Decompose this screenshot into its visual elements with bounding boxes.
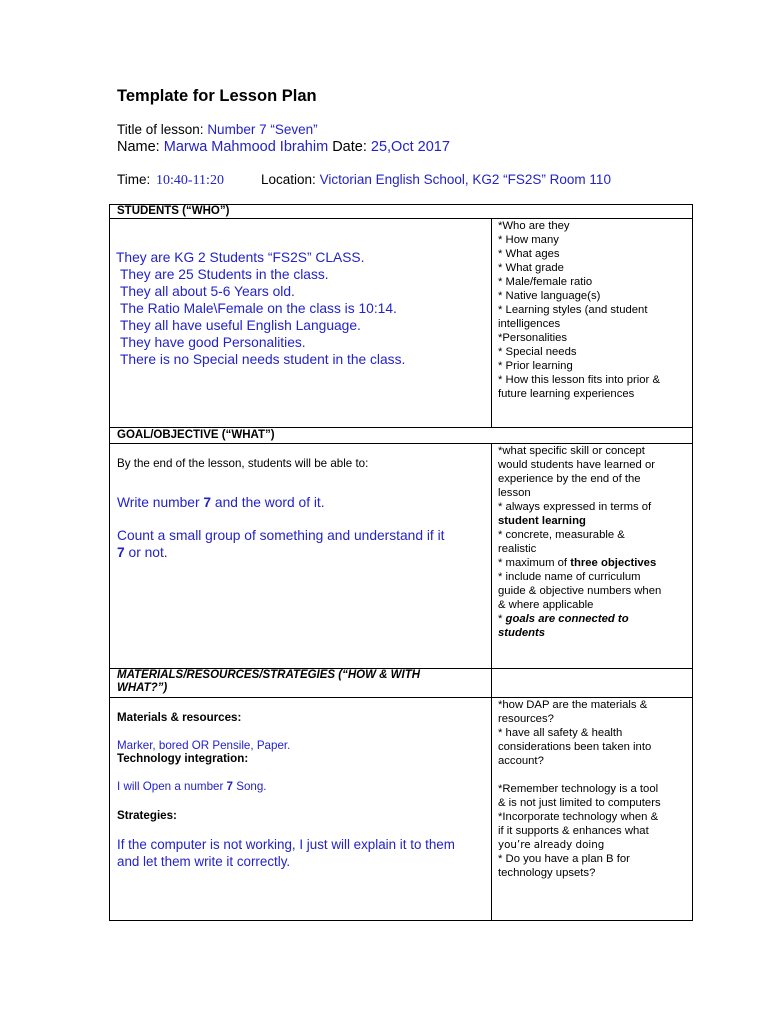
lesson-title-label: Title of lesson: <box>117 122 204 137</box>
materials-heading <box>117 669 420 695</box>
technology-number: 7 <box>226 780 233 793</box>
strategies-line2: and let them write it correctly. <box>117 854 291 869</box>
location-label: Location: <box>261 172 316 187</box>
guide-line: if it supports & enhances what <box>498 825 649 837</box>
guide-line: *Who are they <box>498 220 570 232</box>
goal-intro: By the end of the lesson, students will be able to: <box>117 457 369 470</box>
objective-2-post: or not. <box>124 545 168 560</box>
name-date-row <box>117 139 450 155</box>
guide-line: * How many <box>498 234 559 246</box>
strategies-value <box>117 836 455 870</box>
name-value: Marwa Mahmood Ibrahim <box>163 139 329 155</box>
objective-1 <box>117 494 325 511</box>
guide-line: * have all safety & health <box>498 727 623 739</box>
goal-heading: GOAL/OBJECTIVE (“WHAT”) <box>117 429 275 441</box>
students-line: There is no Special needs student in the class. <box>120 352 406 367</box>
guide-line: experience by the end of the <box>498 473 641 485</box>
objective-1-post: and the word of it. <box>211 495 325 510</box>
name-label: Name: <box>117 139 160 155</box>
technology-integration-value <box>117 780 267 793</box>
guide-line: * Male/female ratio <box>498 276 593 288</box>
guide-line: realistic <box>498 543 537 555</box>
guide-line-bold: three objectives <box>570 557 657 569</box>
materials-resources-label: Materials & resources: <box>117 711 242 724</box>
students-line: The Ratio Male\Female on the class is 10:14. <box>120 301 397 316</box>
students-line: They all about 5-6 Years old. <box>120 284 295 299</box>
guide-line: * Prior learning <box>498 360 573 372</box>
document-title: Template for Lesson Plan <box>117 87 317 105</box>
students-line: They are KG 2 Students “FS2S” CLASS. <box>116 250 365 265</box>
time-label: Time: <box>117 172 151 187</box>
students-guide <box>498 219 660 401</box>
table-border-bottom <box>109 920 693 921</box>
guide-line: * What ages <box>498 248 560 260</box>
guide-line: *how DAP are the materials & <box>498 699 648 711</box>
objective-1-pre: Write number <box>117 495 204 510</box>
table-row-divider <box>109 427 693 428</box>
guide-line: * How this lesson fits into prior & <box>498 374 660 386</box>
students-line: They have good Personalities. <box>120 335 306 350</box>
materials-resources-value: Marker, bored OR Pensile, Paper. <box>117 739 291 752</box>
guide-line: guide & objective numbers when <box>498 585 662 597</box>
guide-line-pre: * maximum of <box>498 557 571 569</box>
guide-line: lesson <box>498 487 531 499</box>
guide-line: * What grade <box>498 262 564 274</box>
guide-line: * Native language(s) <box>498 290 601 302</box>
guide-line: * concrete, measurable & <box>498 529 625 541</box>
objective-2-line1: Count a small group of something and understand if it <box>117 528 445 543</box>
time-row <box>117 172 224 189</box>
guide-line-bold-italic: goals are connected to <box>505 613 629 625</box>
table-col-divider <box>491 443 492 921</box>
students-line: They all have useful English Language. <box>120 318 361 333</box>
guide-line: *what specific skill or concept <box>498 445 645 457</box>
table-border-left <box>109 204 110 921</box>
technology-integration-label: Technology integration: <box>117 752 249 765</box>
guide-line: technology upsets? <box>498 867 596 879</box>
guide-line-star: * <box>498 613 506 625</box>
date-label: Date: <box>332 139 367 155</box>
guide-line: * include name of curriculum <box>498 571 641 583</box>
strategies-label: Strategies: <box>117 809 177 822</box>
guide-line: resources? <box>498 713 554 725</box>
lesson-title-value: Number 7 “Seven” <box>207 122 318 137</box>
guide-line: future learning experiences <box>498 388 635 400</box>
guide-line: *Remember technology is a tool <box>498 783 659 795</box>
table-border-right <box>692 204 693 921</box>
strategies-line1: If the computer is not working, I just will explain it to them <box>117 837 455 852</box>
students-line: They are 25 Students in the class. <box>120 267 329 282</box>
guide-line: * Special needs <box>498 346 577 358</box>
date-value: 25,Oct 2017 <box>370 139 450 155</box>
guide-line <box>498 556 661 570</box>
guide-line: *Personalities <box>498 332 568 344</box>
goal-guide <box>498 444 661 640</box>
objective-1-number: 7 <box>203 495 212 510</box>
guide-line: *Incorporate technology when & <box>498 811 659 823</box>
guide-line: * Do you have a plan B for <box>498 853 630 865</box>
location-row <box>261 172 611 187</box>
guide-line: considerations been taken into <box>498 741 652 753</box>
table-col-divider <box>491 218 492 428</box>
materials-guide <box>498 698 661 880</box>
guide-spacer <box>498 768 661 782</box>
guide-line: you’re already doing <box>498 839 605 851</box>
objective-2 <box>117 527 445 561</box>
time-value: 10:40-11:20 <box>156 173 224 188</box>
objective-2-number: 7 <box>117 545 125 560</box>
guide-line: & is not just limited to computers <box>498 797 661 809</box>
guide-line: student learning <box>498 515 586 527</box>
guide-line: students <box>498 627 546 639</box>
guide-line: account? <box>498 755 544 767</box>
guide-line <box>498 612 661 626</box>
students-description <box>116 249 405 368</box>
technology-pre: I will Open a number <box>117 780 227 793</box>
technology-post: Song. <box>233 780 267 793</box>
guide-line: * always expressed in terms of <box>498 501 652 513</box>
guide-line: would students have learned or <box>498 459 656 471</box>
guide-line: * Learning styles (and student <box>498 304 648 316</box>
materials-heading-line2: WHAT?”) <box>117 682 168 694</box>
lesson-title-row <box>117 122 318 137</box>
location-value: Victorian English School, KG2 “FS2S” Room 110 <box>319 172 611 187</box>
guide-line: & where applicable <box>498 599 594 611</box>
students-heading: STUDENTS (“WHO”) <box>117 205 230 217</box>
materials-heading-line1: MATERIALS/RESOURCES/STRATEGIES (“HOW & WITH <box>117 669 421 681</box>
guide-line: intelligences <box>498 318 561 330</box>
